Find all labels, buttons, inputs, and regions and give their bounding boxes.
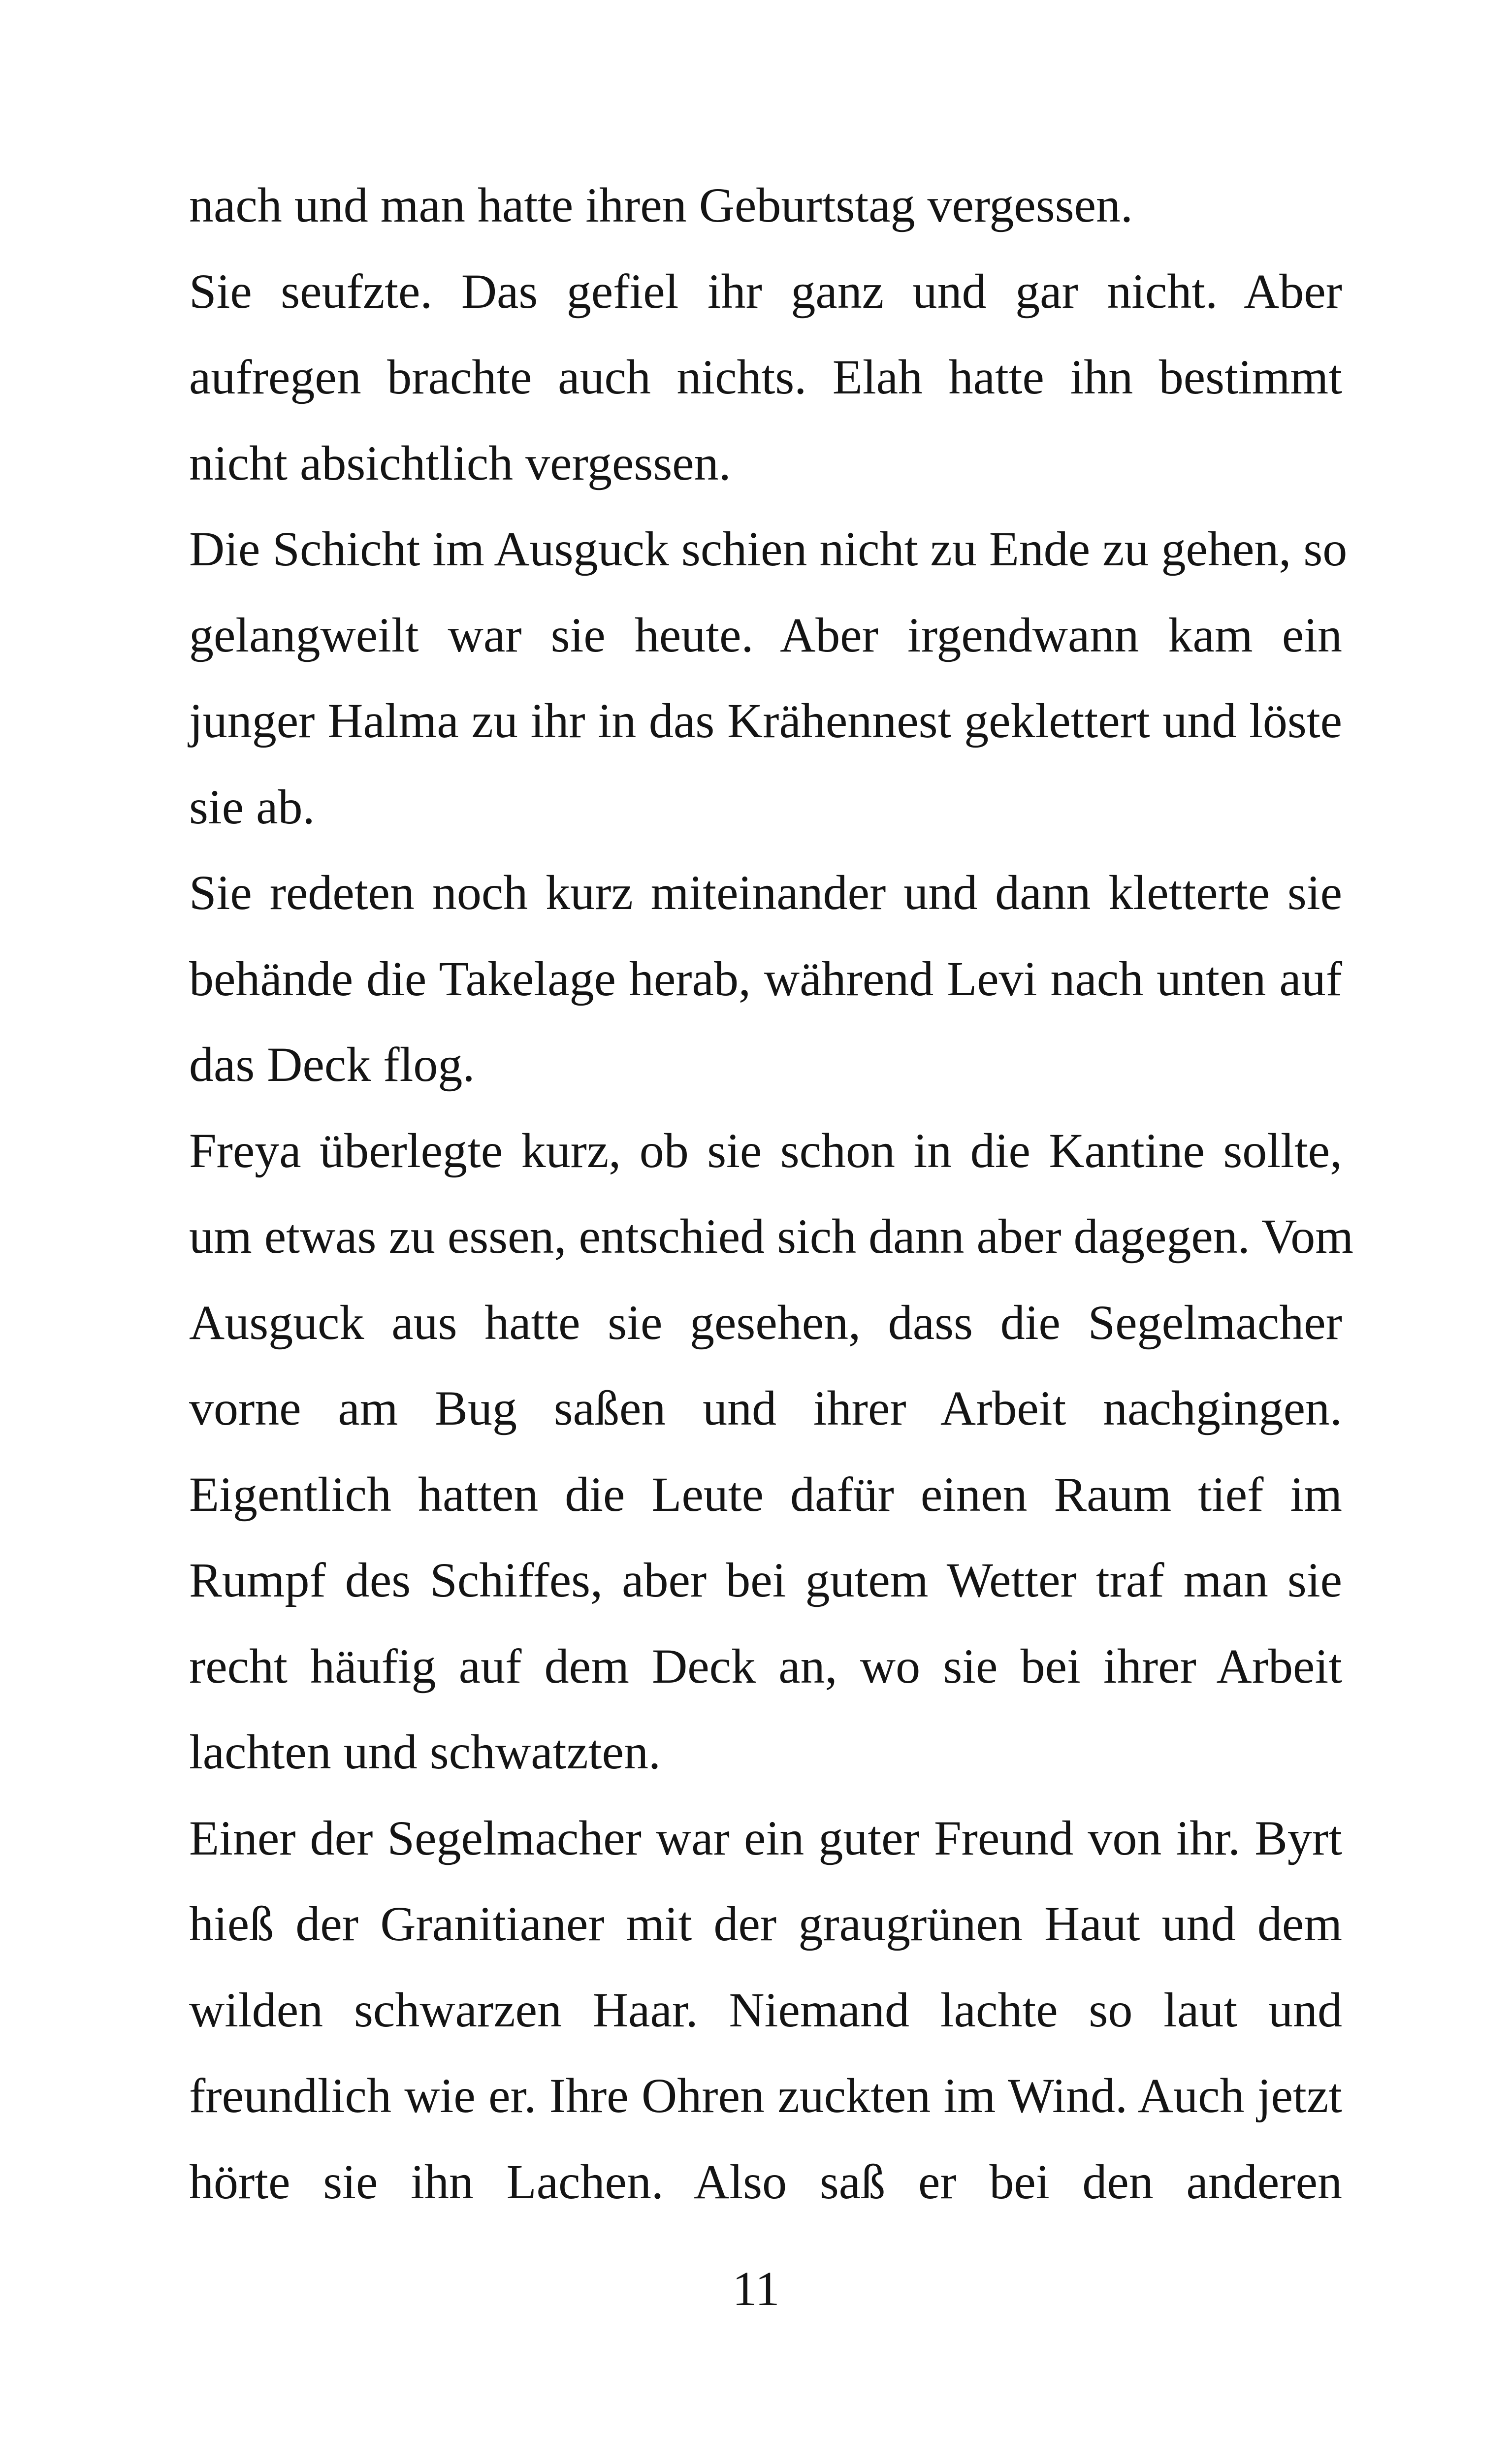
text-line: aufregen brachte auch nichts. Elah hatte ihn bestimmt xyxy=(189,350,1342,404)
text-line: gelangweilt war sie heute. Aber irgendwann kam ein xyxy=(189,607,1342,662)
text-line: nach und man hatte ihren Geburtstag vergessen. xyxy=(189,178,1133,232)
text-line: sie ab. xyxy=(189,779,315,834)
text-line: hieß der Granitianer mit der graugrünen Haut und dem xyxy=(189,1896,1342,1951)
text-line: Freya überlegte kurz, ob sie schon in die Kantine sollte, xyxy=(189,1123,1342,1178)
text-line: behände die Takelage herab, während Levi nach unten auf xyxy=(189,951,1342,1006)
text-line: Ausguck aus hatte sie gesehen, dass die Segelmacher xyxy=(189,1295,1342,1350)
text-line: lachten und schwatzten. xyxy=(189,1725,661,1779)
text-line: nicht absichtlich vergessen. xyxy=(189,435,731,490)
text-line: hörte sie ihn Lachen. Also saß er bei den anderen xyxy=(189,2154,1342,2209)
text-line: das Deck flog. xyxy=(189,1037,475,1092)
text-line: vorne am Bug saßen und ihrer Arbeit nachgingen. xyxy=(189,1381,1342,1435)
text-line: Einer der Segelmacher war ein guter Freund von ihr. Byrt xyxy=(189,1810,1342,1865)
text-line: Rumpf des Schiffes, aber bei gutem Wetter traf man sie xyxy=(189,1553,1342,1607)
text-line: Eigentlich hatten die Leute dafür einen Raum tief im xyxy=(189,1466,1342,1522)
text-line: um etwas zu essen, entschied sich dann aber dagegen. Vom xyxy=(189,1209,1354,1264)
page-number: 11 xyxy=(732,2261,780,2316)
text-line: Sie seufzte. Das gefiel ihr ganz und gar nicht. Aber xyxy=(189,263,1342,319)
body-text xyxy=(189,163,1354,2225)
text-line: recht häufig auf dem Deck an, wo sie bei ihrer Arbeit xyxy=(189,1638,1342,1694)
text-line: Die Schicht im Ausguck schien nicht zu Ende zu gehen, so xyxy=(189,521,1348,576)
text-line: junger Halma zu ihr in das Krähennest geklettert und löste xyxy=(189,693,1342,748)
text-line: wilden schwarzen Haar. Niemand lachte so laut und xyxy=(189,1982,1342,2037)
text-line: freundlich wie er. Ihre Ohren zuckten im Wind. Auch jetzt xyxy=(189,2068,1342,2123)
text-line: Sie redeten noch kurz miteinander und dann kletterte sie xyxy=(189,865,1342,920)
